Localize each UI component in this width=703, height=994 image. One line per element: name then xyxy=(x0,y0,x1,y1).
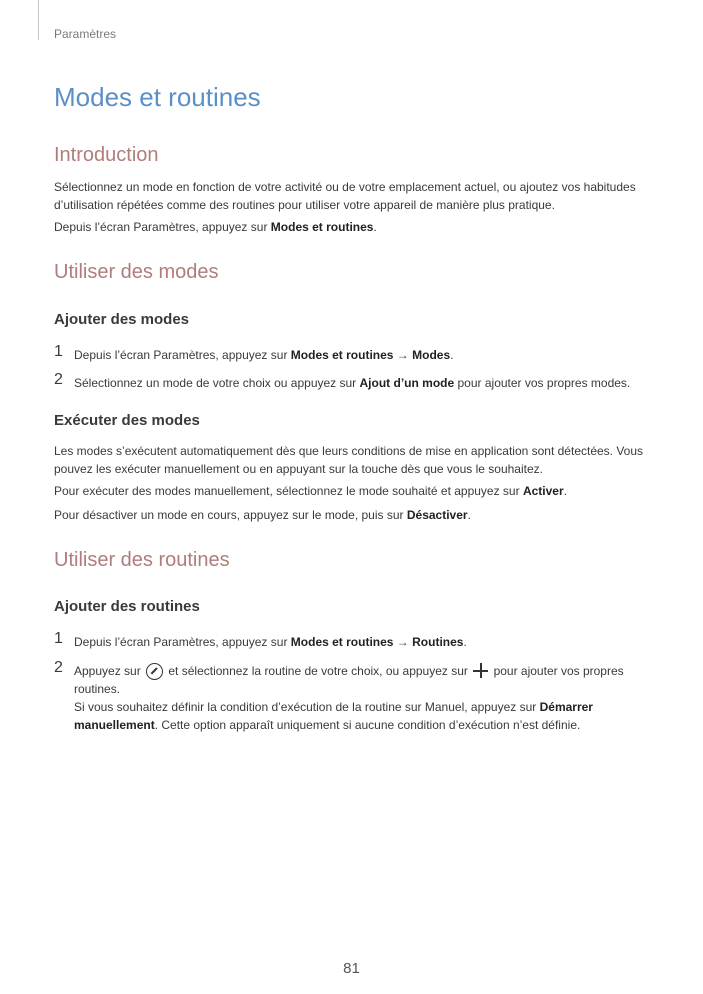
step-text-suffix: pour ajouter vos propres modes. xyxy=(454,376,631,390)
step-text-suffix: . xyxy=(463,635,467,649)
deactivate-text: Pour désactiver un mode en cours, appuyez sur le mode, puis sur xyxy=(54,508,407,522)
step-bold-2: Routines xyxy=(412,635,464,649)
deactivate-bold: Désactiver xyxy=(406,508,468,522)
note-bold: Démarrer manuellement xyxy=(74,700,593,732)
deactivate-end: . xyxy=(467,508,471,522)
arrow-text: → xyxy=(393,348,413,362)
run-manual-bold: Activer xyxy=(522,484,564,498)
intro-instruction-text: Depuis l’écran Paramètres, appuyez sur xyxy=(54,220,271,234)
routine-compass-icon xyxy=(146,663,163,680)
step-text xyxy=(74,662,654,734)
note-text: Si vous souhaitez définir la condition d’exécution de la routine sur Manuel, appuyez sur xyxy=(74,700,540,714)
running-head: Paramètres xyxy=(54,27,117,41)
step-text-part-3: pour ajouter vos propres routines. xyxy=(74,664,624,696)
run-modes-manual xyxy=(54,482,654,500)
step-bold-2: Modes xyxy=(412,348,451,362)
arrow-text: → xyxy=(393,635,413,649)
intro-paragraph: Sélectionnez un mode en fonction de votre activité ou de votre emplacement actuel, ou ajoutez vos habitudes d’utilisation répétées comme des routines pour utiliser votre appareil de manière plus pratique. xyxy=(54,180,636,212)
section-heading-introduction: Introduction xyxy=(54,144,159,166)
intro-instruction-end: . xyxy=(373,220,377,234)
step-text xyxy=(74,633,654,651)
run-manual-text: Pour exécuter des modes manuellement, sélectionnez le mode souhaité et appuyez sur xyxy=(54,484,523,498)
plus-icon xyxy=(473,663,488,678)
step-text xyxy=(74,374,654,392)
step-text-part-2: et sélectionnez la routine de votre choix, ou appuyez sur xyxy=(165,664,472,678)
section-heading-routines: Utiliser des routines xyxy=(54,549,230,571)
step-bold-1: Modes et routines xyxy=(290,348,394,362)
step-number: 1 xyxy=(54,630,63,647)
intro-instruction-bold: Modes et routines xyxy=(270,220,374,234)
subheading-add-routines: Ajouter des routines xyxy=(54,598,200,615)
section-heading-modes: Utiliser des modes xyxy=(54,261,219,283)
modes-step-1 xyxy=(54,343,654,364)
step-text xyxy=(74,346,654,364)
step-text-suffix: . xyxy=(450,348,454,362)
step-bold-1: Modes et routines xyxy=(290,635,394,649)
routines-step-1 xyxy=(54,630,654,651)
step-text-prefix: Sélectionnez un mode de votre choix ou appuyez sur xyxy=(74,376,360,390)
note-end: . Cette option apparaît uniquement si aucune condition d’exécution n’est définie. xyxy=(154,718,581,732)
intro-instruction xyxy=(54,218,654,236)
step-bold-1: Ajout d’un mode xyxy=(359,376,455,390)
run-modes-deactivate xyxy=(54,506,654,524)
page-title: Modes et routines xyxy=(54,82,261,112)
step-number: 2 xyxy=(54,371,63,388)
run-modes-paragraph: Les modes s’exécutent automatiquement dès que leurs conditions de mise en application sont détectées. Vous pouvez les exécuter manuellement ou en appuyant sur la touche dès que vous le souhaitez. xyxy=(54,444,644,476)
step-text-prefix: Depuis l’écran Paramètres, appuyez sur xyxy=(74,348,291,362)
subheading-add-modes: Ajouter des modes xyxy=(54,311,190,328)
step-number: 2 xyxy=(54,659,63,676)
step-text-part-1: Appuyez sur xyxy=(74,664,145,678)
modes-step-2 xyxy=(54,371,654,392)
page-number: 81 xyxy=(343,960,360,977)
routines-step-2 xyxy=(54,659,654,734)
step-text-prefix: Depuis l’écran Paramètres, appuyez sur xyxy=(74,635,291,649)
margin-rule xyxy=(38,0,39,40)
step-number: 1 xyxy=(54,343,63,360)
run-manual-end: . xyxy=(563,484,567,498)
subheading-run-modes: Exécuter des modes xyxy=(54,412,200,429)
